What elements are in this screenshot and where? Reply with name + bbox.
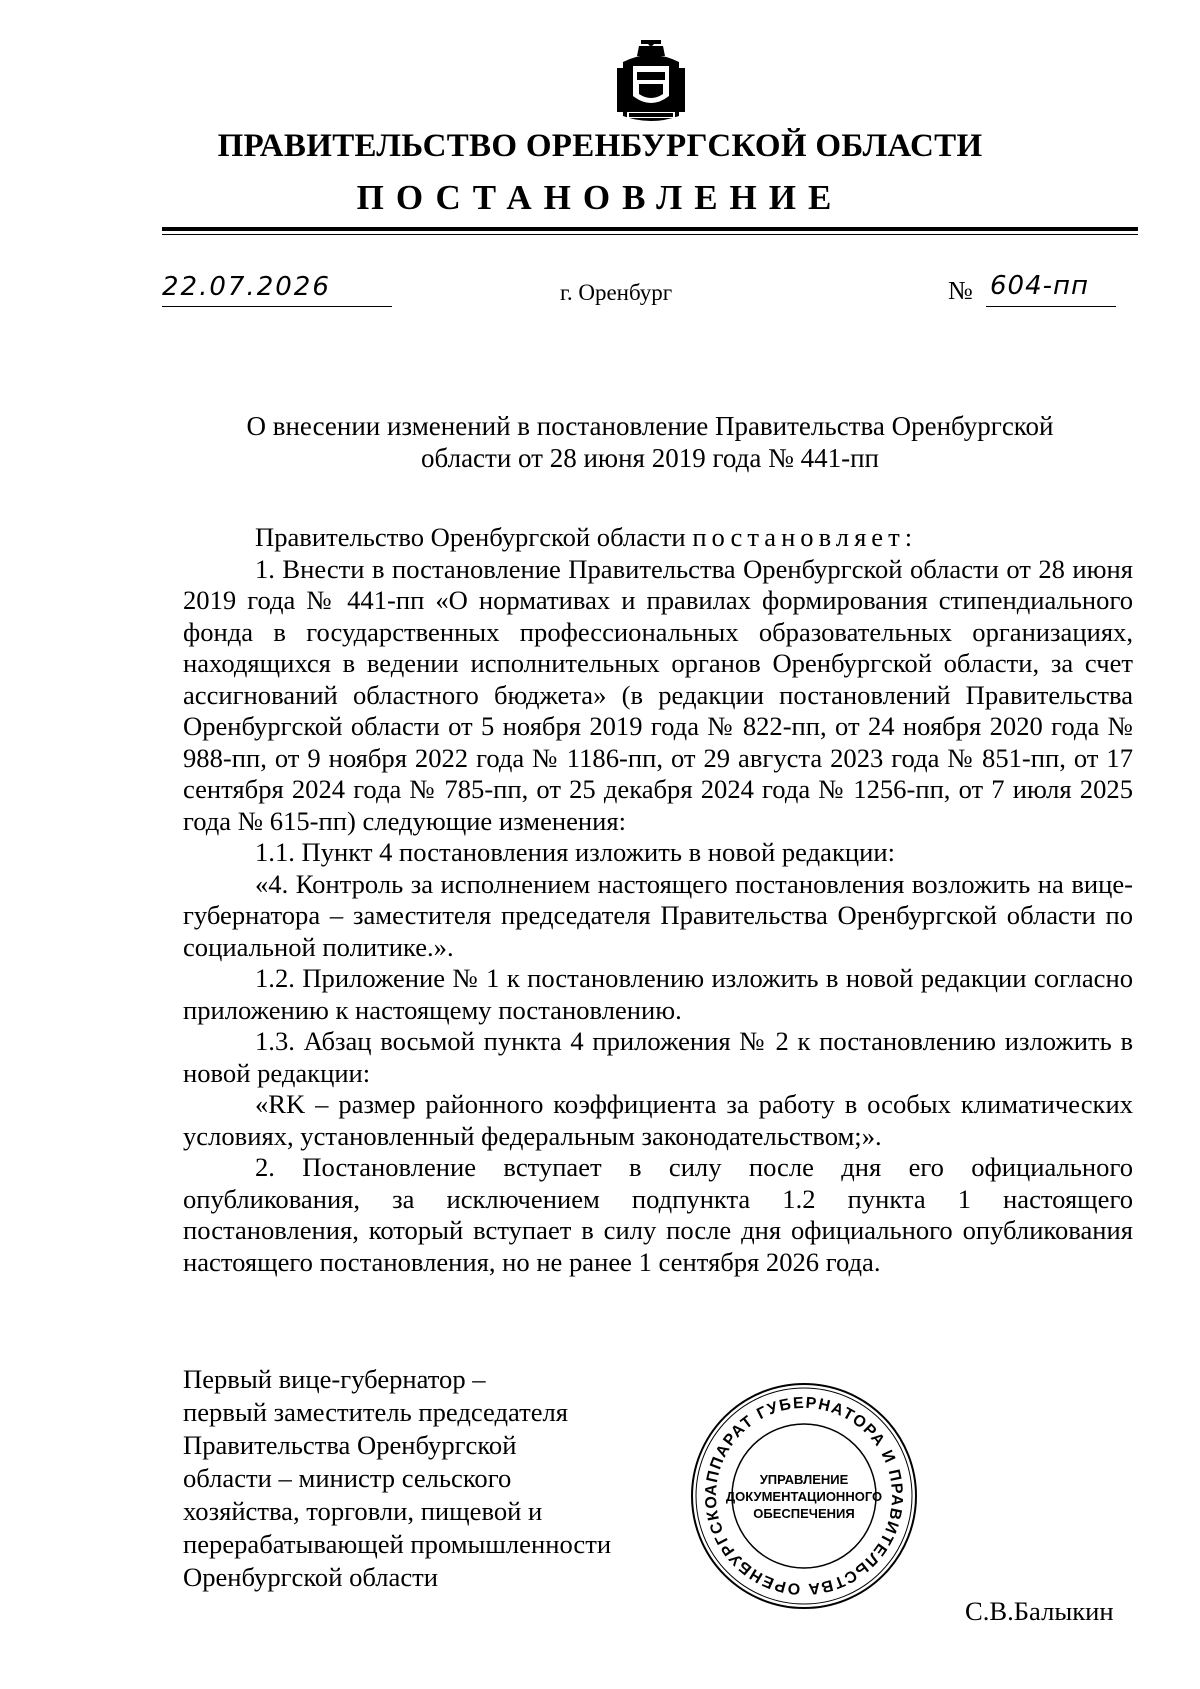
header-rule-thick	[162, 227, 1138, 231]
seal-center-line-3: ОБЕСПЕЧЕНИЯ	[753, 1506, 855, 1521]
date-underline	[162, 306, 392, 307]
coat-of-arms-icon	[617, 38, 685, 126]
document-body	[183, 522, 1133, 1278]
signer-title-line: Первый вице-губернатор –	[183, 1364, 486, 1394]
seal-ring-text: АППАРАТ ГУБЕРНАТОРА И ПРАВИТЕЛЬСТВА ОРЕНБУРГСКО	[702, 1394, 906, 1598]
document-date: 22.07.2026	[162, 272, 331, 302]
paragraph-1-2: 1.2. Приложение № 1 к постановлению изложить в новой редакции согласно приложению к настоящему постановлению.	[183, 963, 1133, 1025]
number-underline	[986, 306, 1116, 307]
signer-title-line: первый заместитель председателя	[183, 1397, 569, 1427]
paragraph-1-3: 1.3. Абзац восьмой пункта 4 приложения № 2 к постановлению изложить в новой редакции:	[183, 1026, 1133, 1088]
signer-title-line: хозяйства, торговли, пищевой и	[183, 1496, 543, 1526]
official-seal	[688, 1380, 920, 1612]
organization-title: ПРАВИТЕЛЬСТВО ОРЕНБУРГСКОЙ ОБЛАСТИ	[217, 128, 983, 164]
preamble-verb: постановляет	[692, 522, 905, 552]
paragraph-1-3-text: «RK – размер районного коэффициента за работу в особых климатических условиях, установленный федеральным законодательством;».	[183, 1089, 1133, 1151]
preamble-suffix: :	[904, 522, 913, 552]
paragraph-1-1: 1.1. Пункт 4 постановления изложить в новой редакции:	[255, 837, 895, 867]
preamble-prefix: Правительство Оренбургской области	[255, 522, 693, 552]
subject-line-1: О внесении изменений в постановление Правительства Оренбургской	[246, 411, 1054, 441]
paragraph-1: 1. Внести в постановление Правительства Оренбургской области от 28 июня 2019 года № 441-пп «О нормативах и правилах формирования стипендиального фонда в государственных профессиональных образовательных организациях, находящихся в ведении исполнительных органов Оренбургской области, за счет ассигнований областного бюджета» (в редакции постановлений Правительства Оренбургской области от 5 ноября 2019 года № 822-пп, от 24 ноября 2020 года № 988-пп, от 9 ноября 2022 года № 1186-пп, от 29 августа 2023 года № 851-пп, от 17 сентября 2024 года № 785-пп, от 25 декабря 2024 года № 1256-пп, от 7 июля 2025 года № 615-пп) следующие изменения:	[183, 553, 1133, 836]
paragraph-1-1-text: «4. Контроль за исполнением настоящего постановления возложить на вице-губернатора – заместителя председателя Правительства Оренбургской области по социальной политике.».	[183, 868, 1133, 962]
subject-line-2: области от 28 июня 2019 года № 441-пп	[421, 443, 879, 473]
number-sign: №	[948, 276, 973, 305]
document-subject	[162, 410, 1138, 474]
signer-name: С.В.Балыкин	[965, 1596, 1114, 1626]
document-city: г. Оренбург	[560, 280, 673, 305]
document-type-title: ПОСТАНОВЛЕНИЕ	[356, 178, 844, 217]
header-rule-thin	[162, 234, 1138, 235]
signer-title-line: перерабатывающей промышленности	[183, 1529, 612, 1559]
document-number: 604-пп	[990, 271, 1090, 301]
signer-title	[183, 1363, 653, 1594]
signer-title-line: Правительства Оренбургской	[183, 1430, 517, 1460]
paragraph-2: 2. Постановление вступает в силу после дня его официального опубликования, за исключением подпункта 1.2 пункта 1 настоящего постановления, который вступает в силу после дня официального опубликования настоящего постановления, но не ранее 1 сентября 2026 года.	[183, 1152, 1133, 1277]
preamble	[183, 522, 1133, 554]
seal-center-line-2: ДОКУМЕНТАЦИОННОГО	[725, 1489, 883, 1504]
seal-center-line-1: УПРАВЛЕНИЕ	[759, 1472, 849, 1487]
signer-title-line: области – министр сельского	[183, 1463, 512, 1493]
signer-title-line: Оренбургской области	[183, 1562, 439, 1592]
